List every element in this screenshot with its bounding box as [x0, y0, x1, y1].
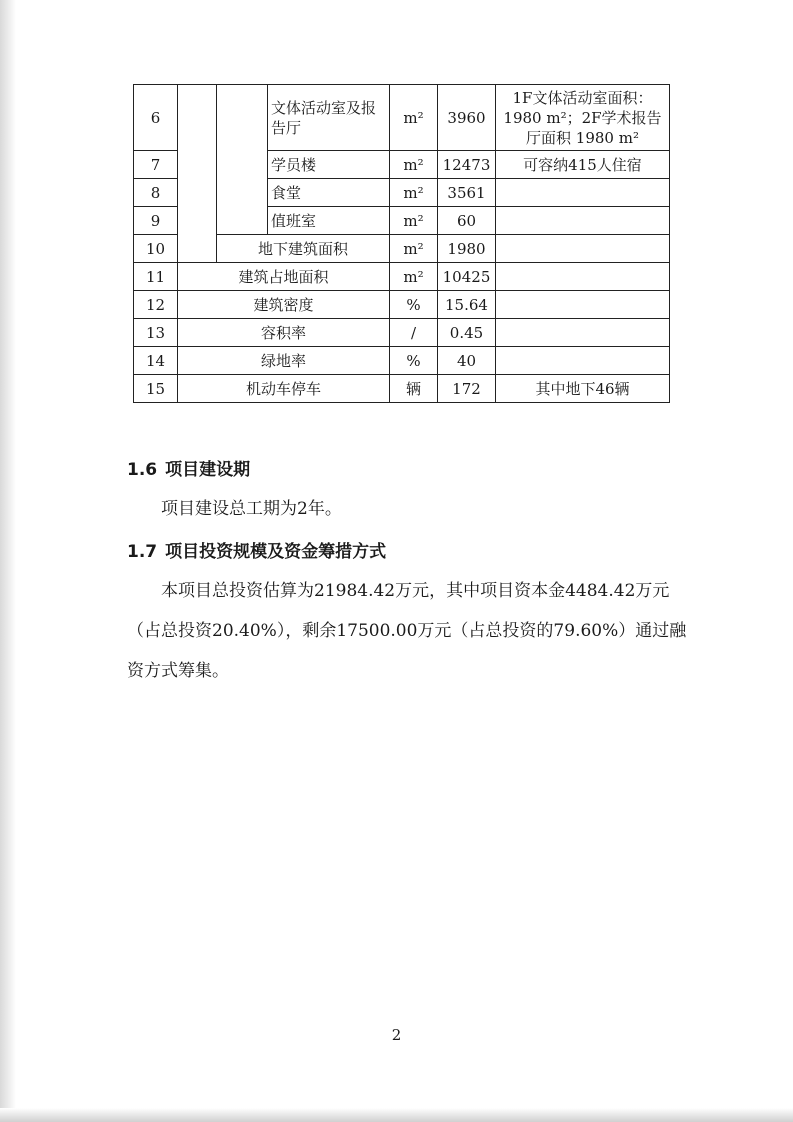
item-name: 文体活动室及报告厅 — [268, 85, 390, 151]
item-unit: m² — [390, 263, 438, 291]
item-name: 学员楼 — [268, 151, 390, 179]
item-value: 60 — [438, 207, 496, 235]
item-name: 容积率 — [178, 319, 390, 347]
item-unit: / — [390, 319, 438, 347]
table-row — [134, 347, 670, 375]
row-number: 7 — [134, 151, 178, 179]
page-number: 2 — [391, 1026, 402, 1044]
table-row — [134, 85, 670, 151]
row-number: 9 — [134, 207, 178, 235]
item-note — [496, 179, 670, 207]
section-number: 1.6 — [127, 460, 158, 480]
item-note: 1F文体活动室面积：1980 m²；2F学术报告厅面积 1980 m² — [496, 85, 670, 151]
item-note — [496, 347, 670, 375]
section-title: 项目建设期 — [165, 460, 251, 480]
item-name: 绿地率 — [178, 347, 390, 375]
item-note — [496, 291, 670, 319]
item-unit: % — [390, 347, 438, 375]
table-row — [134, 375, 670, 403]
section-number: 1.7 — [127, 542, 158, 562]
item-name: 建筑占地面积 — [178, 263, 390, 291]
scan-bottom-edge — [0, 1108, 793, 1122]
item-name: 值班室 — [268, 207, 390, 235]
building-spec-table — [133, 84, 670, 403]
item-value: 10425 — [438, 263, 496, 291]
section-heading-1-6 — [127, 455, 250, 480]
table-row — [134, 263, 670, 291]
merged-category-cell — [178, 85, 217, 263]
section-body-1-7: 本项目总投资估算为21984.42万元，其中项目资本金4484.42万元（占总投资20.40%），剩余17500.00万元（占总投资的79.60%）通过融资方式筹集。 — [127, 581, 687, 681]
item-unit: m² — [390, 85, 438, 151]
item-value: 3960 — [438, 85, 496, 151]
item-name: 地下建筑面积 — [217, 235, 390, 263]
section-title: 项目投资规模及资金筹措方式 — [165, 542, 387, 562]
item-note: 其中地下46辆 — [496, 375, 670, 403]
section-body-1-6: 项目建设总工期为2年。 — [161, 499, 342, 519]
row-number: 12 — [134, 291, 178, 319]
item-value: 40 — [438, 347, 496, 375]
item-note — [496, 263, 670, 291]
item-value: 12473 — [438, 151, 496, 179]
item-name: 建筑密度 — [178, 291, 390, 319]
item-note — [496, 319, 670, 347]
row-number: 14 — [134, 347, 178, 375]
item-unit: m² — [390, 235, 438, 263]
scan-left-edge — [0, 0, 16, 1122]
item-value: 15.64 — [438, 291, 496, 319]
item-unit: m² — [390, 207, 438, 235]
item-note — [496, 207, 670, 235]
item-unit: % — [390, 291, 438, 319]
table-row — [134, 319, 670, 347]
row-number: 10 — [134, 235, 178, 263]
row-number: 6 — [134, 85, 178, 151]
item-unit: 辆 — [390, 375, 438, 403]
row-number: 11 — [134, 263, 178, 291]
item-note: 可容纳415人住宿 — [496, 151, 670, 179]
row-number: 13 — [134, 319, 178, 347]
item-name: 食堂 — [268, 179, 390, 207]
item-name: 机动车停车 — [178, 375, 390, 403]
item-value: 3561 — [438, 179, 496, 207]
row-number: 8 — [134, 179, 178, 207]
item-note — [496, 235, 670, 263]
table-row — [134, 291, 670, 319]
item-unit: m² — [390, 179, 438, 207]
item-value: 0.45 — [438, 319, 496, 347]
section-heading-1-7 — [127, 537, 386, 562]
item-unit: m² — [390, 151, 438, 179]
item-value: 1980 — [438, 235, 496, 263]
item-value: 172 — [438, 375, 496, 403]
merged-subcategory-cell — [217, 85, 268, 235]
row-number: 15 — [134, 375, 178, 403]
